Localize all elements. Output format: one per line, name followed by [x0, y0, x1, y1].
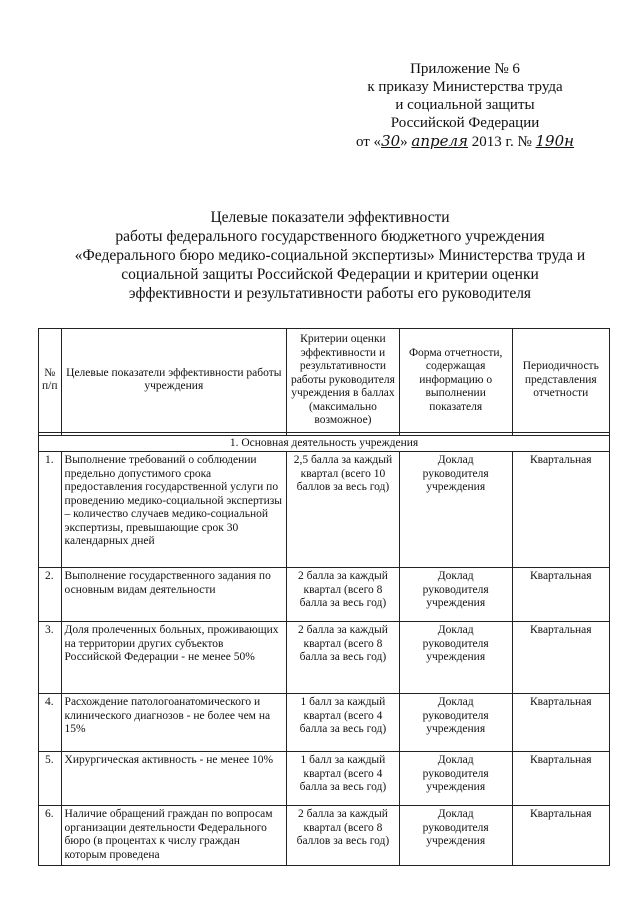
header-num: № п/п	[39, 329, 62, 433]
row-num: 2.	[39, 568, 62, 622]
row-form: Доклад руководителя учреждения	[399, 622, 512, 694]
row-indicator: Наличие обращений граждан по вопросам организации деятельности Федерального бюро (в процентах к числу граждан которым проведена	[61, 806, 287, 866]
row-form: Доклад руководителя учреждения	[399, 452, 512, 568]
row-criteria: 1 балл за каждый квартал (всего 4 балла за весь год)	[287, 694, 400, 752]
row-criteria: 1 балл за каждый квартал (всего 4 балла за весь год)	[287, 752, 400, 806]
section-row	[39, 435, 610, 452]
row-period: Квартальная	[512, 452, 609, 568]
date-year: 2013 г. №	[467, 134, 536, 150]
header-indicator: Целевые показатели эффективности работы учреждения	[61, 329, 287, 433]
appendix-date-line	[330, 132, 600, 151]
indicators-table	[38, 328, 610, 866]
row-indicator: Выполнение требований о соблюдении предельно допустимого срока предоставления государственной услуги по проведению медико-социальной экспертизы – количество случаев медико-социальной экспертизы, превышающие срок 30 календарных дней	[61, 452, 287, 568]
row-indicator: Выполнение государственного задания по основным видам деятельности	[61, 568, 287, 622]
handwritten-order-number: 190н	[535, 132, 575, 150]
title-line: работы федерального государственного бюджетного учреждения	[115, 228, 545, 245]
header-criteria: Критерии оценки эффективности и результативности работы руководителя учреждения в баллах (максимально возможное)	[287, 329, 400, 433]
row-period: Квартальная	[512, 568, 609, 622]
date-prefix: от «	[355, 134, 382, 150]
row-period: Квартальная	[512, 694, 609, 752]
document-title	[70, 208, 590, 303]
row-num: 1.	[39, 452, 62, 568]
title-line: эффективности и результативности работы его руководителя	[128, 285, 532, 302]
appendix-block	[330, 60, 600, 151]
row-num: 5.	[39, 752, 62, 806]
row-form: Доклад руководителя учреждения	[399, 752, 512, 806]
row-num: 6.	[39, 806, 62, 866]
table-row	[39, 694, 610, 752]
row-form: Доклад руководителя учреждения	[399, 694, 512, 752]
row-period: Квартальная	[512, 622, 609, 694]
row-num: 4.	[39, 694, 62, 752]
row-criteria: 2 балла за каждый квартал (всего 8 балла за весь год)	[287, 568, 400, 622]
row-period: Квартальная	[512, 752, 609, 806]
section-title: 1. Основная деятельность учреждения	[39, 435, 610, 452]
row-indicator: Расхождение патологоанатомического и клинического диагнозов - не более чем на 15%	[61, 694, 287, 752]
header-period: Периодичность представления отчетности	[512, 329, 609, 433]
table-row	[39, 452, 610, 568]
table-row	[39, 568, 610, 622]
appendix-line: Приложение № 6	[410, 61, 520, 77]
handwritten-day: 30	[381, 132, 401, 150]
row-form: Доклад руководителя учреждения	[399, 568, 512, 622]
row-num: 3.	[39, 622, 62, 694]
row-criteria: 2 балла за каждый квартал (всего 8 баллов за весь год)	[287, 806, 400, 866]
row-criteria: 2 балла за каждый квартал (всего 8 балла за весь год)	[287, 622, 400, 694]
title-line: Целевые показатели эффективности	[210, 209, 450, 226]
appendix-line: и социальной защиты	[395, 97, 535, 113]
table-row	[39, 806, 610, 866]
table-row	[39, 622, 610, 694]
row-criteria: 2,5 балла за каждый квартал (всего 10 баллов за весь год)	[287, 452, 400, 568]
table-row	[39, 752, 610, 806]
row-period: Квартальная	[512, 806, 609, 866]
date-mid: »	[400, 134, 412, 150]
row-form: Доклад руководителя учреждения	[399, 806, 512, 866]
row-indicator: Доля пролеченных больных, проживающих на территории других субъектов Российской Федерации - не менее 50%	[61, 622, 287, 694]
title-line: «Федерального бюро медико-социальной экспертизы» Министерства труда и	[74, 247, 586, 264]
header-form: Форма отчетности, содержащая информацию о выполнении показателя	[399, 329, 512, 433]
title-line: социальной защиты Российской Федерации и критерии оценки	[121, 266, 539, 283]
handwritten-month: апреля	[411, 132, 468, 150]
table-header-row	[39, 329, 610, 433]
row-indicator: Хирургическая активность - не менее 10%	[61, 752, 287, 806]
appendix-line: к приказу Министерства труда	[367, 79, 563, 95]
appendix-line: Российской Федерации	[390, 115, 540, 131]
